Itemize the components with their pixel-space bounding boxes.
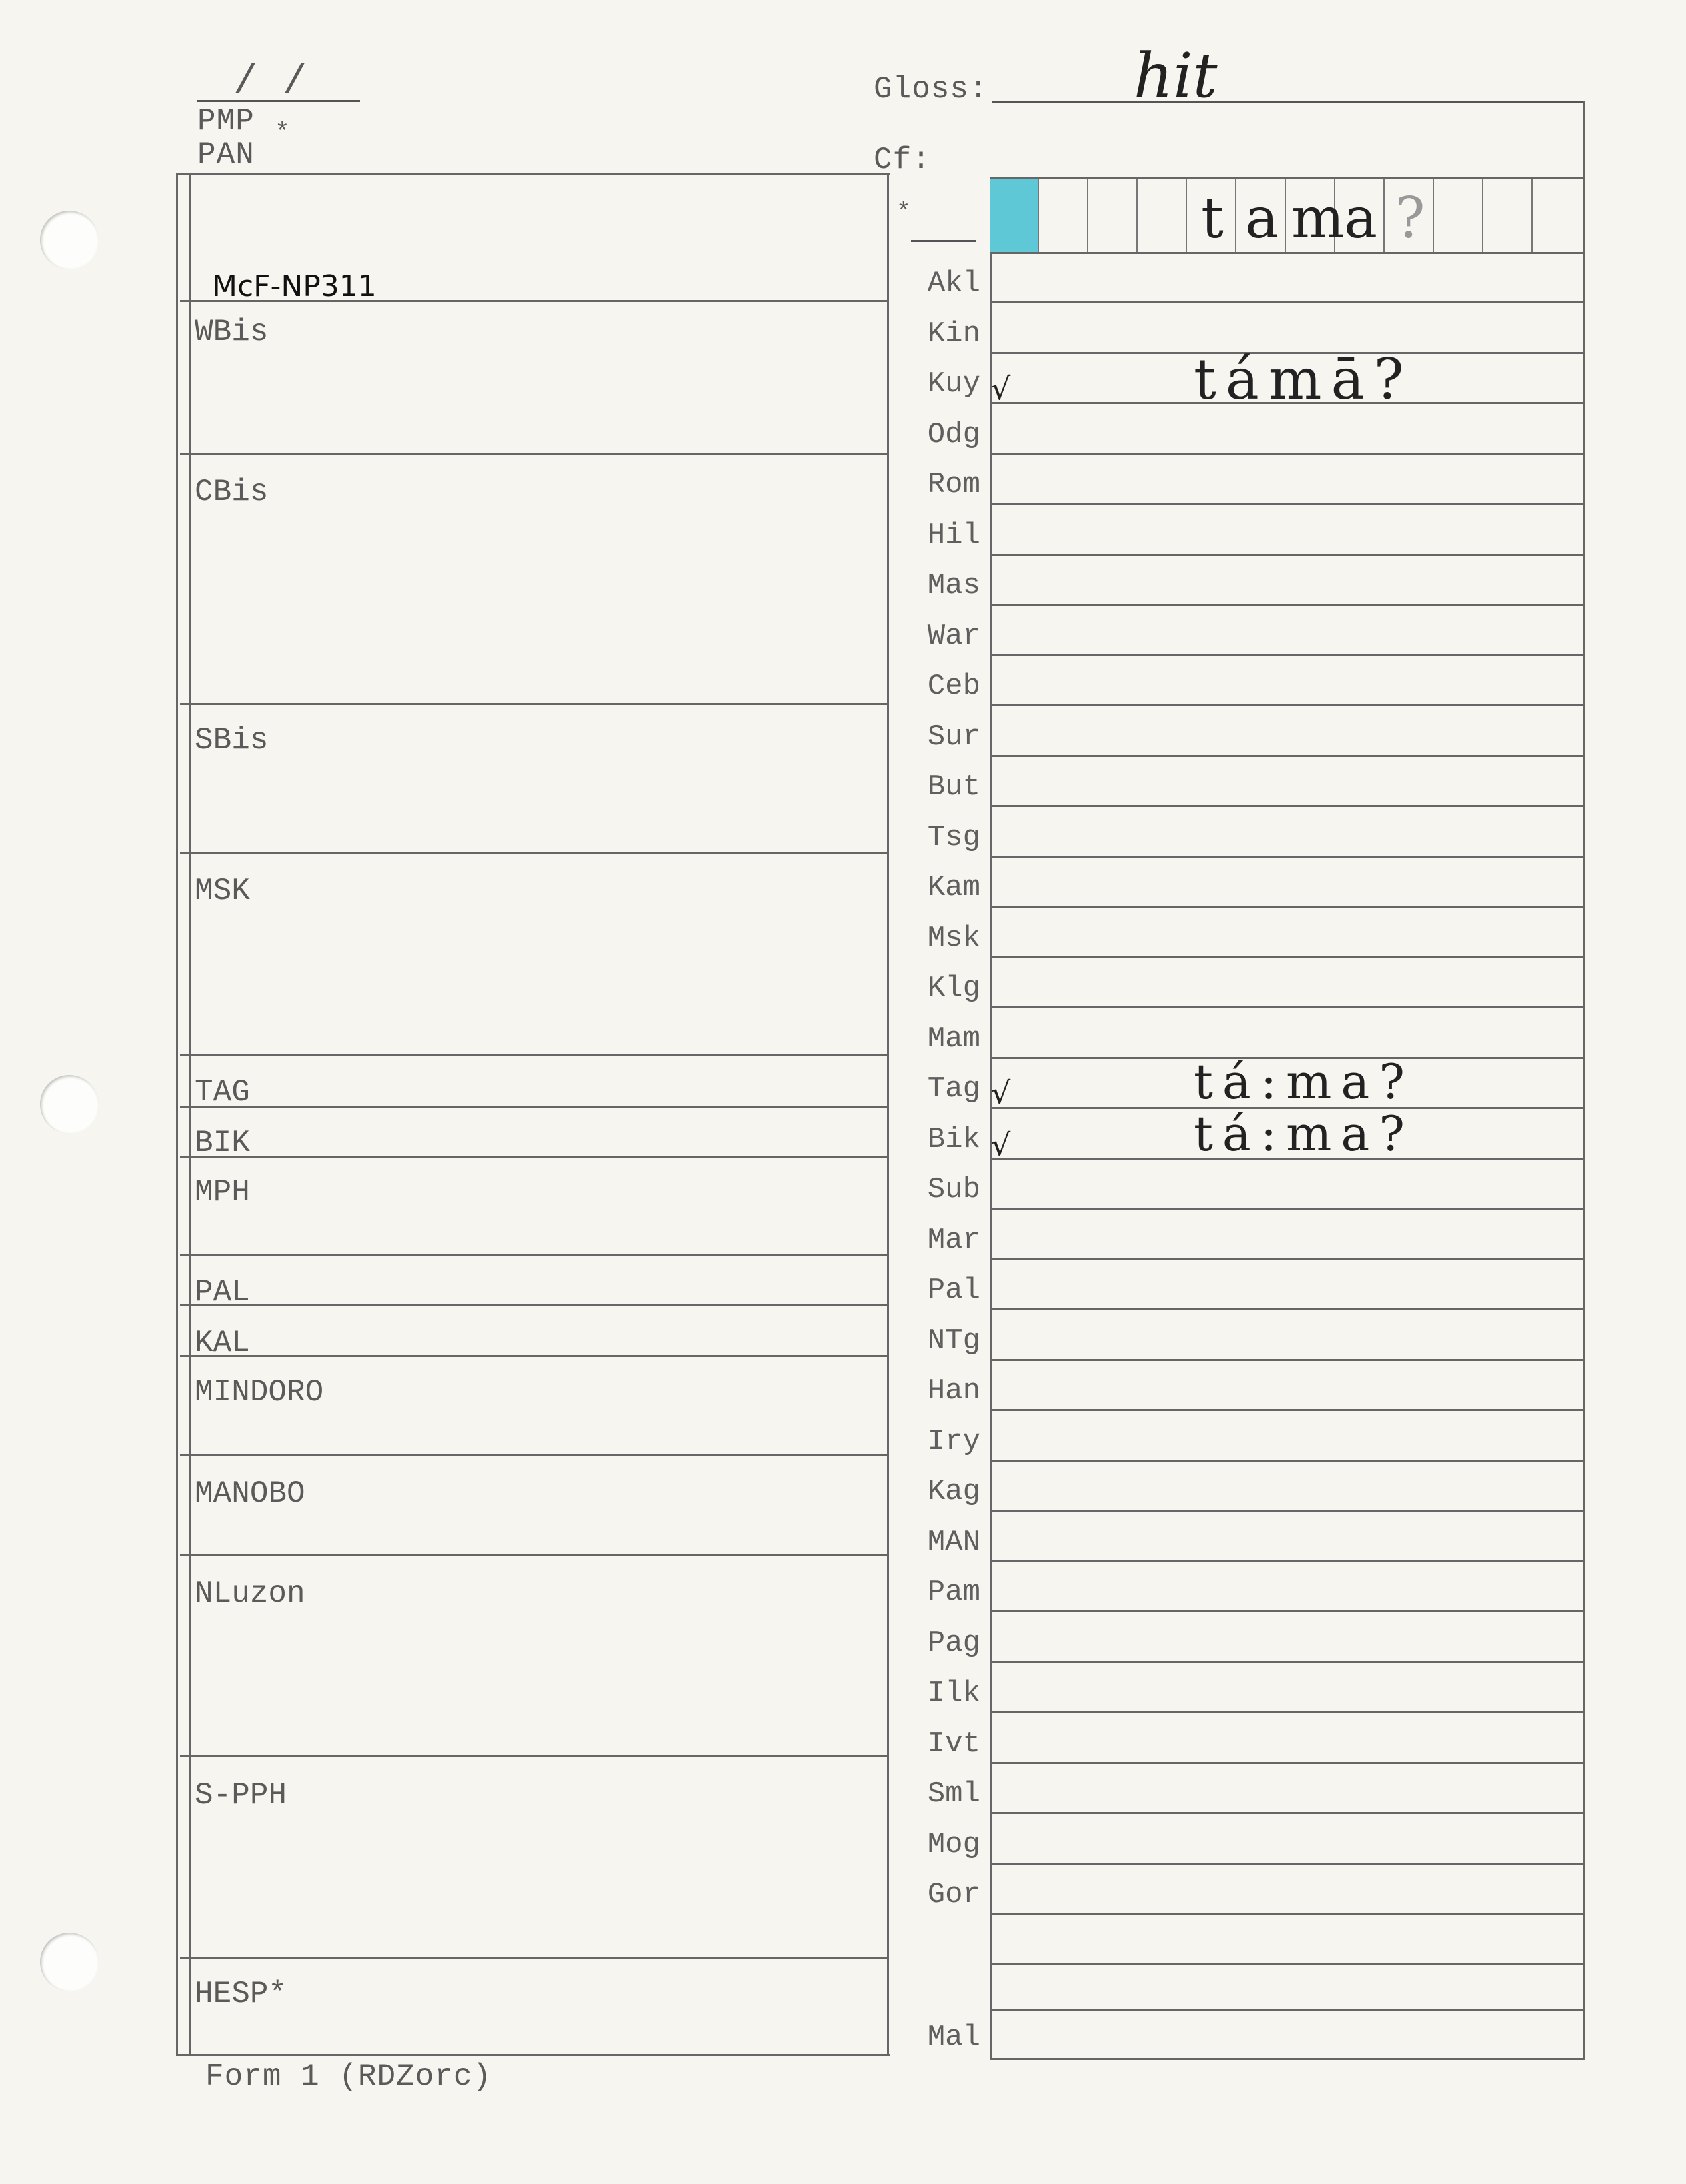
entry-row-line xyxy=(990,1460,1583,1462)
languages-column-divider xyxy=(990,177,992,2059)
kuy-check: √ xyxy=(991,371,1011,407)
lang-pal: Pal xyxy=(927,1274,980,1307)
entry-row-line xyxy=(990,1560,1583,1562)
lang-kin: Kin xyxy=(927,317,980,351)
entry-row-line xyxy=(990,2009,1583,2011)
punch-hole-bottom xyxy=(40,1933,99,1991)
lang-akl: Akl xyxy=(927,267,980,300)
grid-cell-divider xyxy=(1531,179,1533,252)
grid-cell-divider xyxy=(1383,179,1385,252)
group-label-kal: KAL xyxy=(195,1326,250,1360)
grid-cell-divider xyxy=(1482,179,1483,252)
entry-row-line xyxy=(990,856,1583,858)
entry-row-line xyxy=(990,1006,1583,1008)
group-label-msk: MSK xyxy=(195,874,250,908)
entry-row-line xyxy=(990,503,1583,505)
group-divider xyxy=(180,703,887,705)
reconstruction-highlight-cell xyxy=(990,179,1038,252)
lang-man: MAN xyxy=(927,1526,980,1559)
lang-sml: Sml xyxy=(927,1777,980,1811)
entry-row-line xyxy=(990,1762,1583,1764)
grid-cell-divider xyxy=(1038,179,1039,252)
entry-row-line xyxy=(990,554,1583,556)
reconstruction-letter: a xyxy=(1343,185,1378,251)
group-divider xyxy=(180,453,887,455)
lang-mog: Mog xyxy=(927,1828,980,1861)
form-footer: Form 1 (RDZorc) xyxy=(205,2059,492,2094)
group-divider xyxy=(180,1304,887,1306)
form-frame-top xyxy=(176,173,890,175)
bik-form: tá:ma? xyxy=(1194,1106,1414,1162)
group-label-mph: MPH xyxy=(195,1175,250,1210)
reconstruction-letter: t xyxy=(1201,185,1224,251)
group-divider xyxy=(180,1957,887,1959)
group-divider xyxy=(180,300,887,302)
lang-kuy: Kuy xyxy=(927,367,980,401)
lang-mam: Mam xyxy=(927,1022,980,1056)
gloss-value: hit xyxy=(1134,40,1218,111)
lang-kam: Kam xyxy=(927,871,980,904)
entry-row-line xyxy=(990,1208,1583,1210)
group-label-mindoro: MINDORO xyxy=(195,1375,324,1410)
entry-row-line xyxy=(990,453,1583,455)
group-label-wbis: WBis xyxy=(195,315,269,349)
reconstruction-letter: a xyxy=(1244,185,1279,251)
reconstruction-underline xyxy=(911,240,976,242)
gloss-underline xyxy=(992,101,1585,103)
group-divider xyxy=(180,1054,887,1056)
lang-ilk: Ilk xyxy=(927,1677,980,1710)
grid-cell-divider xyxy=(1235,179,1236,252)
entry-row-line xyxy=(990,755,1583,757)
lang-rom: Rom xyxy=(927,468,980,501)
entry-row-line xyxy=(990,906,1583,908)
lang-tag: Tag xyxy=(927,1072,980,1106)
groups-column-divider xyxy=(887,173,889,2055)
group-label-sbis: SBis xyxy=(195,723,269,758)
entry-row-line xyxy=(990,604,1583,606)
entry-row-line xyxy=(990,301,1583,303)
entry-row-line xyxy=(990,805,1583,807)
group-divider xyxy=(180,1106,887,1108)
group-label-cbis: CBis xyxy=(195,475,269,509)
grid-cell-divider xyxy=(1136,179,1138,252)
reconstruction-row-bottom xyxy=(990,252,1583,254)
lang-mar: Mar xyxy=(927,1224,980,1257)
reconstruction-star: * xyxy=(896,199,912,226)
entry-row-line xyxy=(990,1308,1583,1310)
entry-row-line xyxy=(990,1661,1583,1663)
entry-row-line xyxy=(990,1913,1583,1915)
group-divider xyxy=(180,852,887,854)
lang-ivt: Ivt xyxy=(927,1727,980,1761)
entry-row-line xyxy=(990,1610,1583,1612)
lang-sur: Sur xyxy=(927,720,980,754)
entry-row-line xyxy=(990,1963,1583,1965)
kuy-form: támā? xyxy=(1194,347,1413,412)
lang-hil: Hil xyxy=(927,519,980,552)
group-divider xyxy=(180,1355,887,1357)
group-label-tag: TAG xyxy=(195,1075,250,1110)
lang-tsg: Tsg xyxy=(927,821,980,854)
tag-check: √ xyxy=(991,1075,1011,1111)
group-label-bik: BIK xyxy=(195,1126,250,1160)
pmp-label: PMP xyxy=(197,104,255,139)
pmp-star: * xyxy=(275,119,291,147)
lang-msk: Msk xyxy=(927,922,980,955)
group-divider xyxy=(180,1156,887,1158)
pan-label: PAN xyxy=(197,137,255,172)
form-frame-left-inner xyxy=(189,173,191,2055)
reconstruction-letter: ? xyxy=(1395,185,1425,251)
lang-iry: Iry xyxy=(927,1425,980,1458)
lang-kag: Kag xyxy=(927,1475,980,1508)
lang-sub: Sub xyxy=(927,1173,980,1206)
entry-row-line xyxy=(990,1863,1583,1865)
entry-row-line xyxy=(990,1258,1583,1260)
form-frame-top-right xyxy=(990,177,1585,179)
cf-label: Cf: xyxy=(874,143,931,177)
lang-mal: Mal xyxy=(927,2021,980,2054)
group-label-s-pph: S-PPH xyxy=(195,1778,287,1813)
group-label-hesp: HESP* xyxy=(195,1977,287,2011)
group-label-nluzon: NLuzon xyxy=(195,1576,305,1611)
reconstruction-letter: m xyxy=(1291,185,1345,251)
form-frame-bottom-left xyxy=(176,2054,890,2056)
group-divider xyxy=(180,1755,887,1757)
reference-code: McF-NP311 xyxy=(212,269,377,303)
tag-form: tá:ma? xyxy=(1194,1054,1414,1110)
lang-pag: Pag xyxy=(927,1626,980,1660)
gloss-label: Gloss: xyxy=(874,72,988,107)
grid-cell-divider xyxy=(1285,179,1286,252)
grid-cell-divider xyxy=(1186,179,1187,252)
form-frame-left xyxy=(176,173,178,2055)
group-divider xyxy=(180,1454,887,1456)
group-divider xyxy=(180,1254,887,1256)
entry-row-line xyxy=(990,1510,1583,1512)
lang-pam: Pam xyxy=(927,1576,980,1609)
entry-row-line xyxy=(990,1359,1583,1361)
lang-klg: Klg xyxy=(927,972,980,1005)
entry-row-line xyxy=(990,654,1583,656)
group-label-manobo: MANOBO xyxy=(195,1476,305,1511)
header-slashes: / / xyxy=(233,60,308,105)
grid-cell-divider xyxy=(1087,179,1088,252)
group-divider xyxy=(180,1554,887,1556)
entry-row-line xyxy=(990,956,1583,958)
form-frame-bottom-right xyxy=(990,2058,1585,2060)
bik-check: √ xyxy=(991,1127,1011,1163)
punch-hole-top xyxy=(40,211,99,269)
form-frame-right xyxy=(1583,101,1585,2059)
lang-ceb: Ceb xyxy=(927,670,980,703)
lang-gor: Gor xyxy=(927,1878,980,1911)
punch-hole-middle xyxy=(40,1075,99,1134)
entry-row-line xyxy=(990,1711,1583,1713)
group-label-pal: PAL xyxy=(195,1275,250,1310)
lang-ntg: NTg xyxy=(927,1324,980,1358)
lang-but: But xyxy=(927,770,980,804)
header-slash-underline xyxy=(197,100,360,102)
lang-war: War xyxy=(927,620,980,653)
entry-row-line xyxy=(990,1409,1583,1411)
lang-odg: Odg xyxy=(927,418,980,451)
lang-mas: Mas xyxy=(927,569,980,602)
entry-row-line xyxy=(990,704,1583,706)
lang-han: Han xyxy=(927,1374,980,1408)
entry-row-line xyxy=(990,1812,1583,1814)
grid-cell-divider xyxy=(1433,179,1434,252)
lang-bik: Bik xyxy=(927,1123,980,1156)
